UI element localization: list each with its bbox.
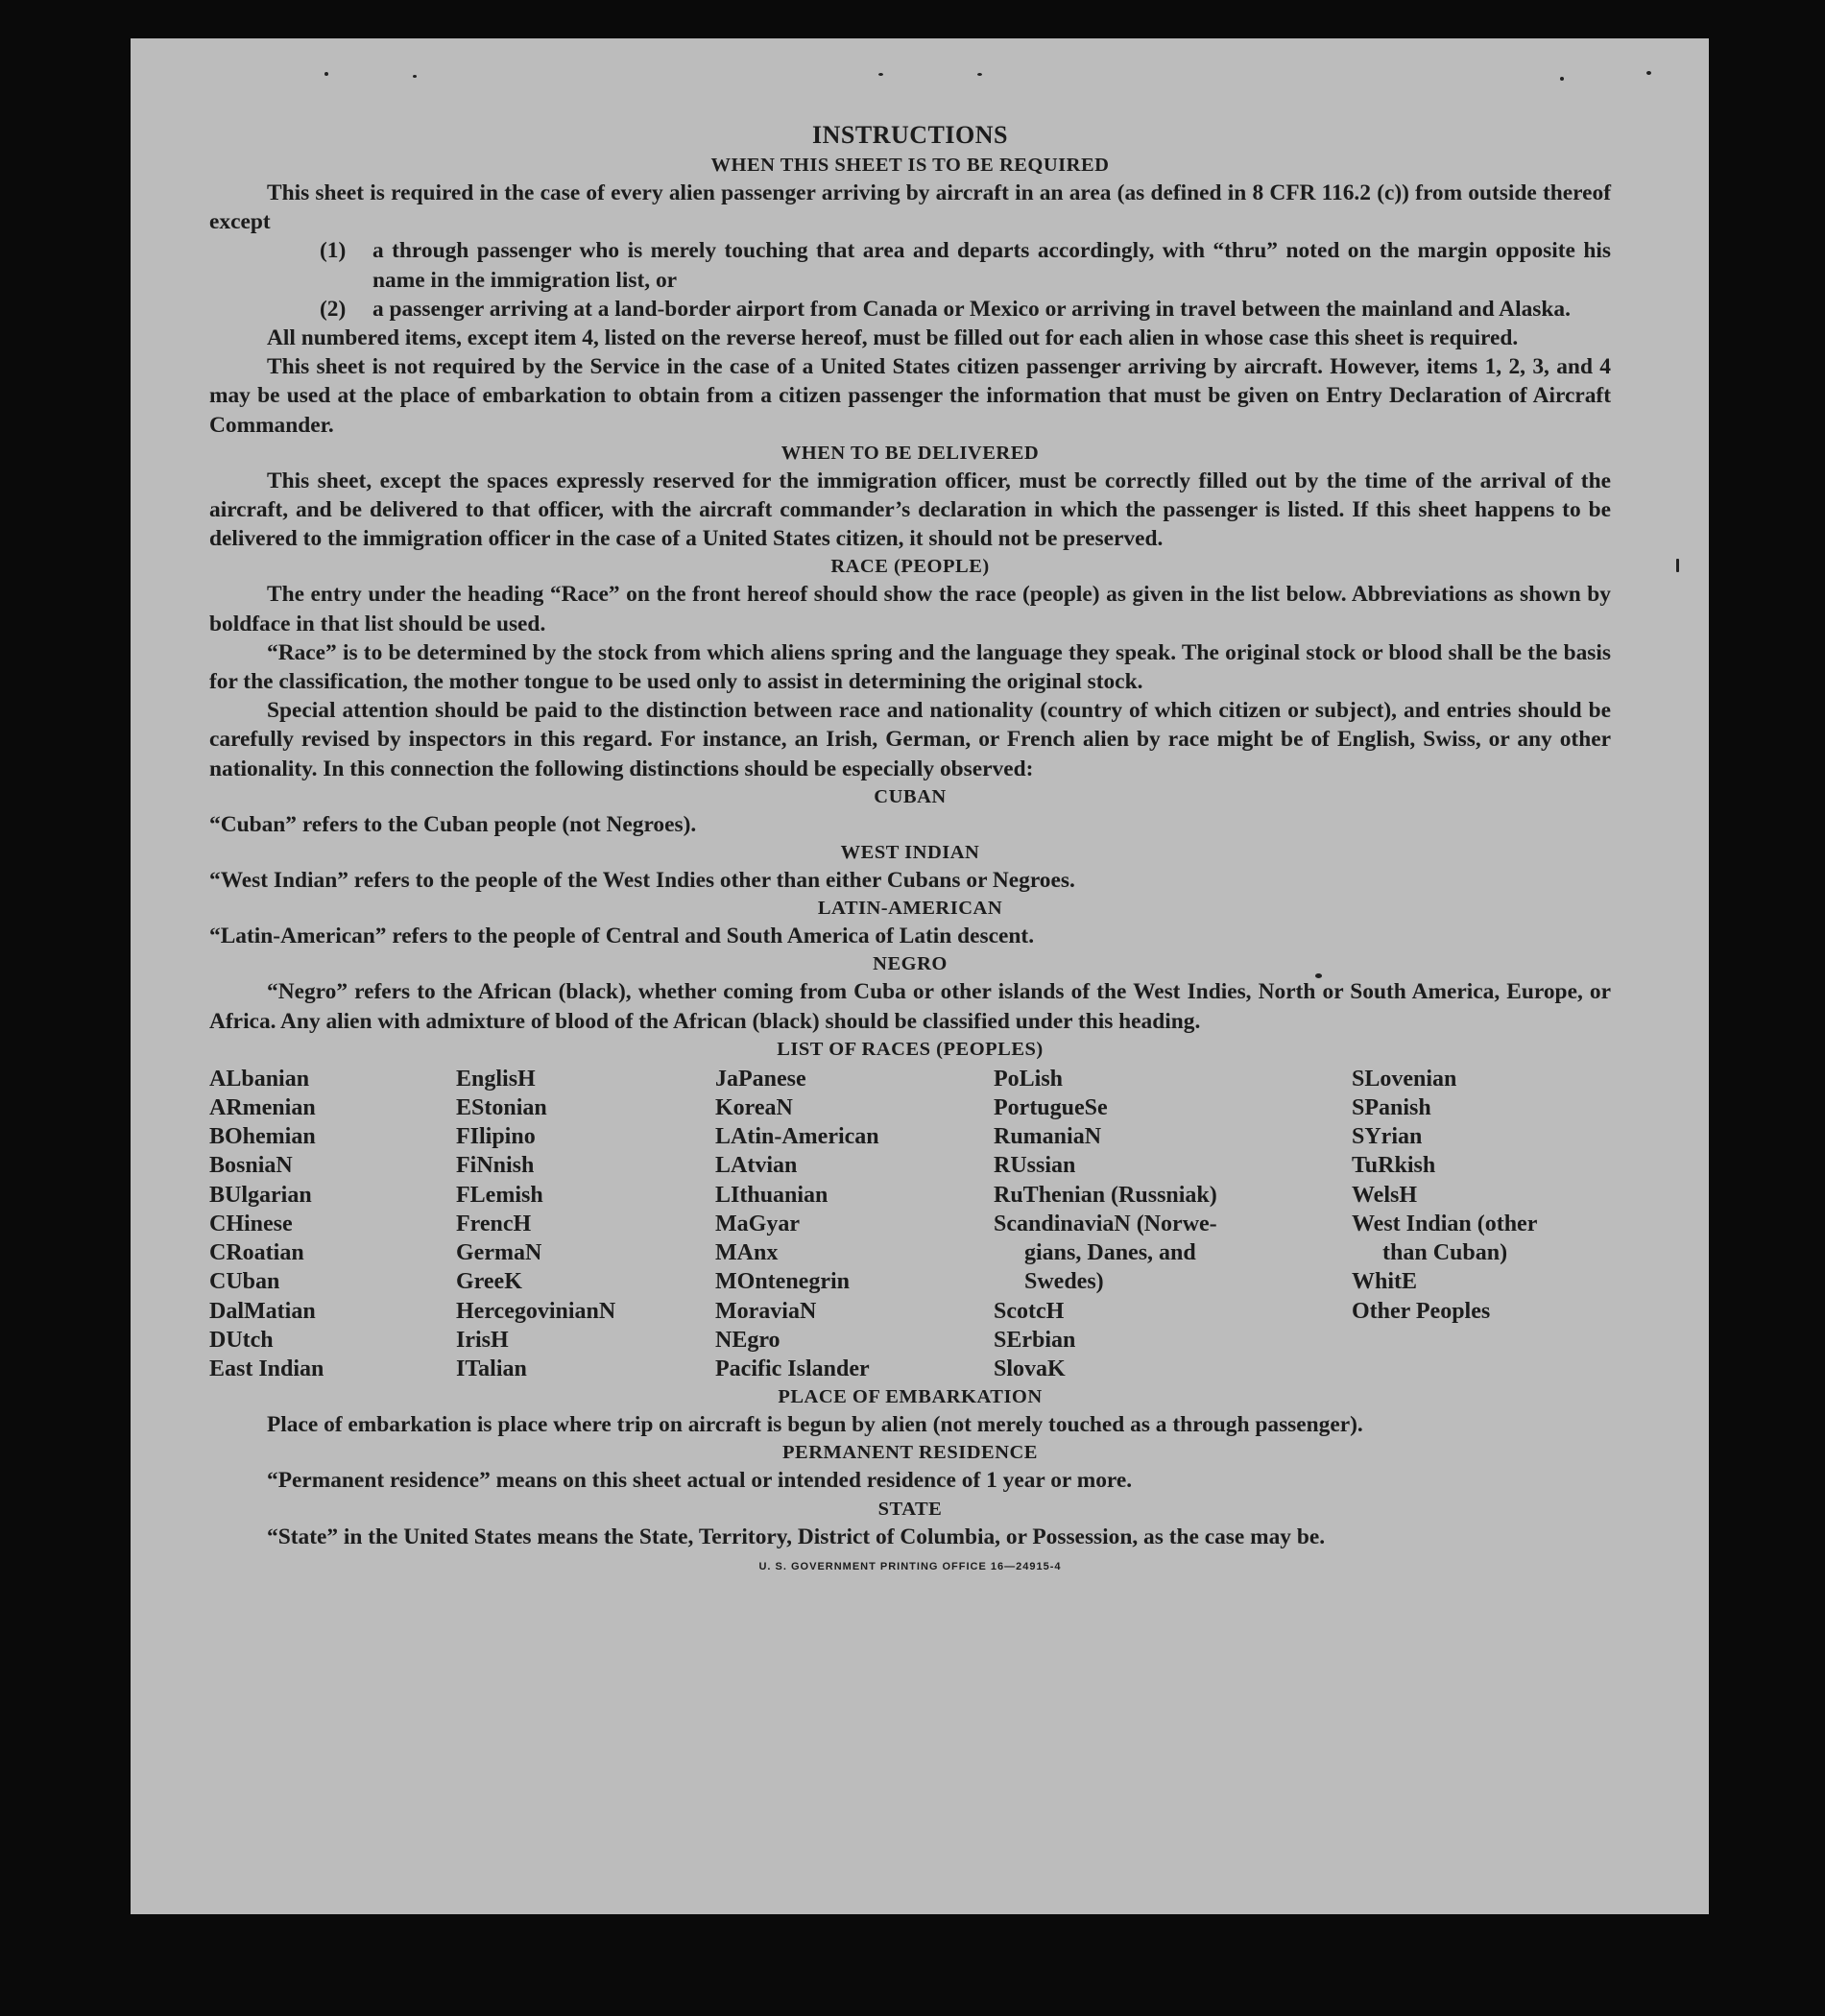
race-entry: KoreaN: [715, 1095, 793, 1121]
race-entry: BUlgarian: [209, 1182, 312, 1208]
races-column: [209, 1065, 456, 1383]
race-entry-continued: than Cuban): [1382, 1240, 1508, 1266]
race-entry: RumaniaN: [994, 1124, 1102, 1150]
race-entry: SlovaK: [994, 1356, 1066, 1381]
section-heading-state: STATE: [877, 1498, 943, 1520]
race-entry: MoraviaN: [715, 1298, 817, 1324]
residence-text: “Permanent residence” means on this sheet actual or intended residence of 1 year or more.: [267, 1468, 1133, 1494]
race-entry: CRoatian: [209, 1240, 304, 1266]
race-entry: SPanish: [1352, 1095, 1431, 1121]
race-entry: RuThenian (Russniak): [994, 1182, 1217, 1208]
when-delivered-text: This sheet, except the spaces expressly reserved for the immigration officer, must be correctly filled out by the time of the arrival of the aircraft, and be delivered to that officer, with the aircraft commander’s declaration in which the passenger is listed. If this sheet happens to be delivered to the immigration officer in the case of a United States citizen, it should not be preserved.: [209, 468, 1611, 552]
scan-speck: [1315, 973, 1322, 978]
race-entry: IrisH: [456, 1327, 509, 1353]
definition-heading-latin-american: LATIN-AMERICAN: [817, 898, 1003, 920]
race-entry: FIlipino: [456, 1124, 536, 1150]
definition-heading-negro: NEGRO: [873, 953, 948, 975]
race-entry: FLemish: [456, 1182, 543, 1208]
races-list: [209, 1065, 1611, 1383]
definition-heading-cuban: CUBAN: [874, 785, 947, 807]
race-entry: LAtvian: [715, 1153, 798, 1179]
race-entry: ITalian: [456, 1356, 527, 1381]
races-column: [456, 1065, 715, 1383]
race-entry: SYrian: [1352, 1124, 1423, 1150]
race-entry: PortugueSe: [994, 1095, 1108, 1121]
race-entry: WhitE: [1352, 1269, 1418, 1295]
exception-item: [320, 236, 1611, 294]
when-required-intro: This sheet is required in the case of every alien passenger arriving by aircraft in an area (as defined in 8 CFR 116.2 (c)) from outside thereof except: [209, 180, 1611, 235]
race-entry: RUssian: [994, 1153, 1076, 1179]
section-heading-when-delivered: WHEN TO BE DELIVERED: [780, 442, 1040, 464]
race-p3: Special attention should be paid to the distinction between race and nationality (country of which citizen or subject), and entries should be carefully revised by inspectors in this regard. For instance, an Irish, German, or French alien by race might be of English, Swiss, or any other nationality. In this connection the following distinctions should be especially observed:: [209, 698, 1611, 781]
printer-imprint: U. S. GOVERNMENT PRINTING OFFICE 16—24915-4: [758, 1560, 1062, 1572]
race-entry: BOhemian: [209, 1124, 316, 1150]
definition-text-negro: “Negro” refers to the African (black), whether coming from Cuba or other islands of the West Indies, North or South America, Europe, or Africa. Any alien with admixture of blood of the African (black) should be classified under this heading.: [209, 979, 1611, 1034]
race-entry: MaGyar: [715, 1211, 800, 1236]
definition-text-latin-american: “Latin-American” refers to the people of Central and South America of Latin descent.: [209, 924, 1035, 949]
section-heading-when-required: WHEN THIS SHEET IS TO BE REQUIRED: [710, 155, 1110, 176]
race-entry: LAtin-American: [715, 1124, 879, 1150]
race-entry: MAnx: [715, 1240, 779, 1266]
scan-speck: [977, 73, 982, 76]
race-entry: Pacific Islander: [715, 1356, 870, 1381]
race-entry: EnglisH: [456, 1066, 536, 1092]
race-entry: BosniaN: [209, 1153, 293, 1179]
embarkation-text: Place of embarkation is place where trip on aircraft is begun by alien (not merely touched as a through passenger).: [267, 1412, 1363, 1438]
races-column: [1352, 1065, 1611, 1383]
race-entry: CHinese: [209, 1211, 293, 1236]
exception-text: a through passenger who is merely touching that area and departs accordingly, with “thru” noted on the margin opposite his name in the immigration list, or: [372, 238, 1611, 293]
race-p1: The entry under the heading “Race” on the front hereof should show the race (people) as given in the list below. Abbreviations as shown by boldface in that list should be used.: [209, 582, 1611, 636]
race-entry: NEgro: [715, 1327, 780, 1353]
race-entry: CUban: [209, 1269, 280, 1295]
exception-number: (2): [320, 296, 347, 322]
race-entry: FrencH: [456, 1211, 532, 1236]
race-entry: GreeK: [456, 1269, 522, 1295]
exception-text: a passenger arriving at a land-border airport from Canada or Mexico or arriving in travel between the mainland and Alaska.: [372, 296, 1571, 322]
race-entry: JaPanese: [715, 1066, 806, 1092]
state-text: “State” in the United States means the State, Territory, District of Columbia, or Possession, as the case may be.: [267, 1524, 1326, 1549]
race-entry: Other Peoples: [1352, 1298, 1491, 1324]
race-entry: ALbanian: [209, 1066, 310, 1092]
race-entry: HercegovinianN: [456, 1298, 616, 1324]
scan-speck: [878, 73, 883, 76]
races-column: [715, 1065, 994, 1383]
race-entry: GermaN: [456, 1240, 542, 1266]
scan-speck: [413, 75, 417, 78]
races-column: [994, 1065, 1352, 1383]
race-entry: SErbian: [994, 1327, 1076, 1353]
scan-speck: [1560, 77, 1564, 81]
race-entry: TuRkish: [1352, 1153, 1436, 1179]
scan-speck: [324, 72, 328, 76]
section-heading-embarkation: PLACE OF EMBARKATION: [778, 1386, 1043, 1408]
scan-speck: [1646, 71, 1651, 75]
scan-speck: [1676, 559, 1679, 572]
race-p2: “Race” is to be determined by the stock from which aliens spring and the language they speak. The original stock or blood shall be the basis for the classification, the mother tongue to be used only to assist in determining the original stock.: [209, 639, 1611, 695]
race-entry: LIthuanian: [715, 1182, 828, 1208]
race-entry: East Indian: [209, 1356, 324, 1381]
definition-text-cuban: “Cuban” refers to the Cuban people (not Negroes).: [209, 811, 697, 837]
race-entry: West Indian (other: [1352, 1211, 1538, 1236]
races-list-heading: LIST OF RACES (PEOPLES): [777, 1038, 1044, 1060]
race-entry: EStonian: [456, 1095, 547, 1121]
race-entry: SLovenian: [1352, 1066, 1457, 1092]
instructions-text: [209, 115, 1611, 1574]
race-entry: ScotcH: [994, 1298, 1065, 1324]
race-entry: FiNnish: [456, 1153, 535, 1179]
race-entry-continued: gians, Danes, and: [1024, 1240, 1196, 1266]
race-entry: ScandinaviaN (Norwe-: [994, 1211, 1217, 1236]
section-heading-race: RACE (PEOPLE): [830, 556, 990, 578]
definition-heading-west-indian: WEST INDIAN: [840, 842, 980, 864]
race-entry: DalMatian: [209, 1298, 316, 1324]
definition-text-west-indian: “West Indian” refers to the people of the West Indies other than either Cubans or Negroes.: [209, 868, 1075, 894]
exception-item: [320, 295, 1611, 324]
when-required-p3: This sheet is not required by the Service in the case of a United States citizen passenger arriving by aircraft. However, items 1, 2, 3, and 4 may be used at the place of embarkation to obtain from a citizen passenger the information that must be given on Entry Declaration of Aircraft Commander.: [209, 354, 1611, 438]
race-entry: DUtch: [209, 1327, 274, 1353]
race-entry: WelsH: [1352, 1182, 1418, 1208]
race-entry: ARmenian: [209, 1095, 316, 1121]
race-entry: MOntenegrin: [715, 1269, 850, 1295]
exception-number: (1): [320, 238, 347, 264]
race-entry: PoLish: [994, 1066, 1064, 1092]
when-required-p2: All numbered items, except item 4, listed on the reverse hereof, must be filled out for each alien in whose case this sheet is required.: [267, 325, 1519, 351]
section-heading-residence: PERMANENT RESIDENCE: [782, 1442, 1038, 1464]
page-title: INSTRUCTIONS: [812, 121, 1008, 149]
race-entry-continued: Swedes): [1024, 1269, 1104, 1295]
